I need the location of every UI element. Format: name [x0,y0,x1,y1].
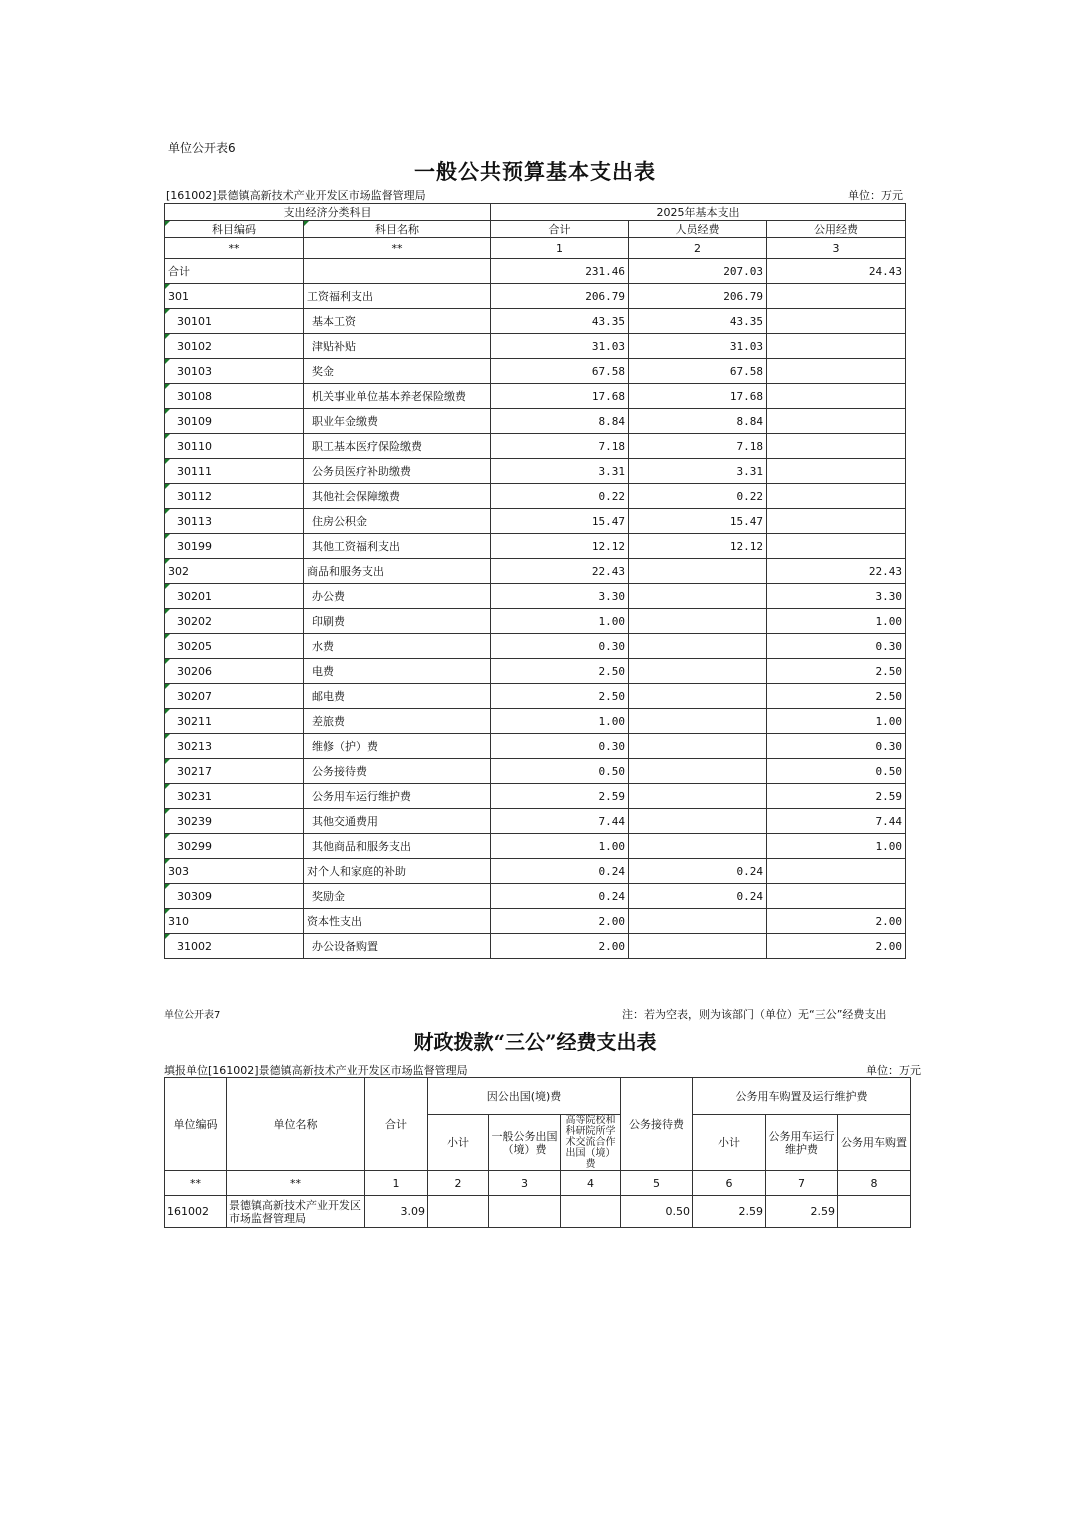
col-header-public: 公用经费 [767,221,906,238]
cell-name: 住房公积金 [304,509,491,534]
cell-code: 30213 [165,734,304,759]
index-public: 3 [767,238,906,259]
cell-public: 0.50 [767,759,906,784]
cell-name: 津贴补贴 [304,334,491,359]
cell-personnel [629,709,767,734]
cell-total: 1.00 [491,609,629,634]
cell-name [304,259,491,284]
cell-total: 17.68 [491,384,629,409]
cell-name: 职业年金缴费 [304,409,491,434]
cell-personnel: 12.12 [629,534,767,559]
table-row [165,309,906,334]
cell-total: 7.44 [491,809,629,834]
table7-unit-name: 填报单位[161002]景德镇高新技术产业开发区市场监督管理局 [164,1064,468,1077]
cell-total: 0.30 [491,734,629,759]
col-header-abroad-academic: 高等院校和科研院所学术交流合作出国（境）费 [561,1115,621,1171]
cell-total: 2.50 [491,659,629,684]
cell-name: 公务用车运行维护费 [304,784,491,809]
table-row [165,609,906,634]
col-header-name: 科目名称 [304,221,491,238]
index-name: ** [304,238,491,259]
cell-code: 30239 [165,809,304,834]
cell-public: 24.43 [767,259,906,284]
col-header-abroad-general: 一般公务出国（境）费 [489,1115,561,1171]
cell-personnel: 17.68 [629,384,767,409]
col-header-total: 合计 [365,1078,428,1171]
table7-title: 财政拨款“三公”经费支出表 [413,1030,657,1054]
table-row [165,859,906,884]
table-row [165,734,906,759]
cell-public [767,484,906,509]
cell-public [767,384,906,409]
table-row [165,659,906,684]
cell-code: 30299 [165,834,304,859]
cell-public [767,409,906,434]
table-row [165,259,906,284]
cell-total: 0.24 [491,859,629,884]
cell-reception: 0.50 [621,1196,693,1228]
col-header-vehicle-purchase: 公务用车购置 [838,1115,911,1171]
cell-name: 其他商品和服务支出 [304,834,491,859]
cell-name: 机关事业单位基本养老保险缴费 [304,384,491,409]
cell-name: 邮电费 [304,684,491,709]
group-header-abroad: 因公出国(境)费 [428,1078,621,1115]
table6-title: 一般公共预算基本支出表 [414,159,656,184]
cell-code: 30201 [165,584,304,609]
cell-personnel [629,659,767,684]
table-row [165,684,906,709]
index-code: ** [165,238,304,259]
col-header-reception: 公务接待费 [621,1078,693,1171]
cell-personnel [629,609,767,634]
index-cell: 8 [838,1171,911,1196]
cell-vehicle-subtotal: 2.59 [693,1196,766,1228]
cell-total: 7.18 [491,434,629,459]
table-row [165,784,906,809]
cell-code: 30207 [165,684,304,709]
cell-public [767,334,906,359]
cell-total: 2.50 [491,684,629,709]
cell-name: 办公设备购置 [304,934,491,959]
col-header-code: 科目编码 [165,221,304,238]
index-cell: 5 [621,1171,693,1196]
cell-abroad-subtotal [428,1196,489,1228]
cell-public: 1.00 [767,609,906,634]
cell-code: 302 [165,559,304,584]
cell-public: 7.44 [767,809,906,834]
cell-total: 231.46 [491,259,629,284]
cell-name: 公务员医疗补助缴费 [304,459,491,484]
index-cell: 1 [365,1171,428,1196]
cell-code: 303 [165,859,304,884]
cell-total: 2.00 [491,909,629,934]
table-row [165,359,906,384]
table-row [165,409,906,434]
cell-code: 30101 [165,309,304,334]
cell-public [767,459,906,484]
cell-total: 3.30 [491,584,629,609]
cell-abroad-general [489,1196,561,1228]
cell-code: 30205 [165,634,304,659]
cell-name: 其他社会保障缴费 [304,484,491,509]
cell-personnel: 207.03 [629,259,767,284]
table7-label: 单位公开表7 [164,1010,221,1021]
cell-personnel: 0.24 [629,884,767,909]
cell-personnel: 0.24 [629,859,767,884]
cell-name: 奖励金 [304,884,491,909]
cell-public: 2.00 [767,934,906,959]
col-header-vehicle-subtotal: 小计 [693,1115,766,1171]
cell-code: 30202 [165,609,304,634]
cell-total: 3.09 [365,1196,428,1228]
cell-code: 合计 [165,259,304,284]
col-header-unit-code: 单位编码 [165,1078,227,1171]
cell-code: 31002 [165,934,304,959]
cell-personnel: 43.35 [629,309,767,334]
cell-name: 办公费 [304,584,491,609]
table-row [165,284,906,309]
cell-name: 基本工资 [304,309,491,334]
cell-code: 30113 [165,509,304,534]
index-cell: 6 [693,1171,766,1196]
table-row [165,384,906,409]
cell-code: 30103 [165,359,304,384]
cell-name: 其他交通费用 [304,809,491,834]
cell-public [767,534,906,559]
cell-code: 30102 [165,334,304,359]
index-cell: 4 [561,1171,621,1196]
cell-code: 30217 [165,759,304,784]
cell-total: 8.84 [491,409,629,434]
cell-code: 30112 [165,484,304,509]
cell-personnel: 31.03 [629,334,767,359]
cell-name: 公务接待费 [304,759,491,784]
table-row [165,834,906,859]
cell-personnel [629,734,767,759]
table6-unit-name: [161002]景德镇高新技术产业开发区市场监督管理局 [166,189,426,202]
cell-public: 2.59 [767,784,906,809]
cell-total: 1.00 [491,709,629,734]
cell-personnel [629,584,767,609]
cell-total: 31.03 [491,334,629,359]
cell-personnel: 0.22 [629,484,767,509]
cell-total: 0.22 [491,484,629,509]
cell-abroad-academic [561,1196,621,1228]
cell-public: 2.00 [767,909,906,934]
cell-public [767,359,906,384]
three-public-expenses-table [164,1077,911,1228]
index-cell: 7 [766,1171,838,1196]
index-cell: 2 [428,1171,489,1196]
cell-name: 维修（护）费 [304,734,491,759]
col-header-personnel: 人员经费 [629,221,767,238]
cell-name: 工资福利支出 [304,284,491,309]
header-basic-expenditure-2025: 2025年基本支出 [491,204,906,221]
table-row [165,459,906,484]
table-row [165,584,906,609]
cell-name: 职工基本医疗保险缴费 [304,434,491,459]
cell-total: 15.47 [491,509,629,534]
cell-public [767,509,906,534]
cell-code: 30109 [165,409,304,434]
table-row [165,934,906,959]
table-row [165,334,906,359]
cell-vehicle-purchase [838,1196,911,1228]
cell-total: 2.59 [491,784,629,809]
cell-unit-name: 景德镇高新技术产业开发区市场监督管理局 [227,1196,365,1228]
cell-name: 水费 [304,634,491,659]
cell-personnel [629,834,767,859]
cell-personnel [629,934,767,959]
table-row [165,709,906,734]
table-row [165,1196,911,1228]
cell-personnel: 7.18 [629,434,767,459]
table-row [165,909,906,934]
cell-personnel [629,684,767,709]
cell-code: 30108 [165,384,304,409]
index-total: 1 [491,238,629,259]
cell-name: 其他工资福利支出 [304,534,491,559]
cell-public: 2.50 [767,659,906,684]
table7-note: 注：若为空表，则为该部门（单位）无“三公”经费支出 [622,1008,887,1021]
table-row [165,634,906,659]
cell-public: 3.30 [767,584,906,609]
index-cell: 3 [489,1171,561,1196]
cell-code: 30199 [165,534,304,559]
cell-public: 2.50 [767,684,906,709]
cell-code: 301 [165,284,304,309]
cell-total: 12.12 [491,534,629,559]
cell-name: 印刷费 [304,609,491,634]
table-row [165,884,906,909]
table-row [165,809,906,834]
cell-code: 30110 [165,434,304,459]
cell-public [767,884,906,909]
index-personnel: 2 [629,238,767,259]
col-header-total: 合计 [491,221,629,238]
cell-public: 0.30 [767,734,906,759]
cell-vehicle-operation: 2.59 [766,1196,838,1228]
cell-total: 1.00 [491,834,629,859]
cell-total: 0.24 [491,884,629,909]
cell-name: 电费 [304,659,491,684]
cell-total: 0.30 [491,634,629,659]
cell-public: 0.30 [767,634,906,659]
cell-public [767,309,906,334]
cell-personnel [629,809,767,834]
basic-expenditure-table [164,203,906,959]
cell-personnel: 8.84 [629,409,767,434]
cell-unit-code: 161002 [165,1196,227,1228]
cell-personnel: 3.31 [629,459,767,484]
table6-unit-label: 单位：万元 [848,189,903,202]
cell-personnel [629,634,767,659]
col-header-unit-name: 单位名称 [227,1078,365,1171]
cell-name: 资本性支出 [304,909,491,934]
table7-unit-label: 单位：万元 [866,1064,921,1077]
table6-label: 单位公开表6 [168,141,236,155]
cell-total: 206.79 [491,284,629,309]
cell-personnel: 67.58 [629,359,767,384]
col-header-abroad-subtotal: 小计 [428,1115,489,1171]
index-cell: ** [165,1171,227,1196]
cell-personnel [629,559,767,584]
cell-code: 30231 [165,784,304,809]
index-cell: ** [227,1171,365,1196]
table-row [165,759,906,784]
cell-code: 310 [165,909,304,934]
cell-code: 30211 [165,709,304,734]
cell-code: 30206 [165,659,304,684]
cell-name: 差旅费 [304,709,491,734]
cell-personnel [629,784,767,809]
cell-personnel [629,909,767,934]
cell-public: 22.43 [767,559,906,584]
cell-total: 0.50 [491,759,629,784]
cell-personnel: 15.47 [629,509,767,534]
table-row [165,509,906,534]
cell-name: 对个人和家庭的补助 [304,859,491,884]
cell-code: 30111 [165,459,304,484]
cell-total: 3.31 [491,459,629,484]
cell-total: 2.00 [491,934,629,959]
cell-total: 43.35 [491,309,629,334]
cell-personnel: 206.79 [629,284,767,309]
group-header-vehicle: 公务用车购置及运行维护费 [693,1078,911,1115]
cell-public: 1.00 [767,834,906,859]
col-header-vehicle-operation: 公务用车运行维护费 [766,1115,838,1171]
cell-public [767,434,906,459]
cell-code: 30309 [165,884,304,909]
table-row [165,534,906,559]
table-row [165,484,906,509]
table-row [165,559,906,584]
cell-total: 22.43 [491,559,629,584]
header-economic-classification: 支出经济分类科目 [165,204,491,221]
cell-public [767,284,906,309]
cell-name: 奖金 [304,359,491,384]
cell-public [767,859,906,884]
table-row [165,434,906,459]
cell-name: 商品和服务支出 [304,559,491,584]
cell-personnel [629,759,767,784]
cell-total: 67.58 [491,359,629,384]
cell-public: 1.00 [767,709,906,734]
